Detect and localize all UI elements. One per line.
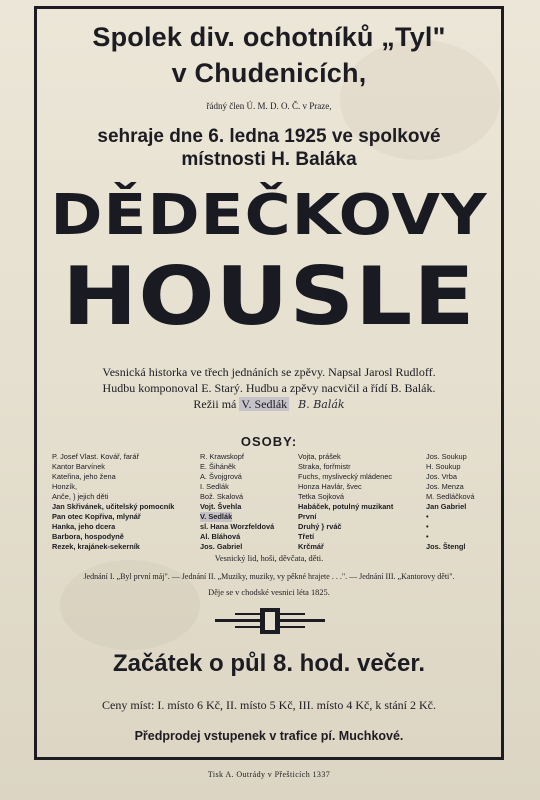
cast-actor: Vojt. Švehla [200,502,242,511]
cast-extras: Vesnický lid, hoši, děvčata, děti. [214,554,324,563]
director-prefix: Režii má [193,397,237,411]
cast-actor: Jos. Vrba [426,472,457,481]
society-location: v Chudenicích, [171,58,367,88]
cast-role: Krčmář [298,542,324,551]
director-line [34,396,504,413]
acts-list: Jednání I. „Byl první máj". — Jednání II. „Muziky, muziky, vy pěkné hrajete . . .". — Jednání III. „Kantorovy děti". [83,572,455,581]
cast-role: Tetka Sojková [298,492,345,501]
cast-actor: V. Sedlák [200,512,233,521]
cast-row [52,542,488,552]
start-time: Začátek o půl 8. hod. večer. [112,650,426,677]
cast-actor: E. Šiháněk [200,462,236,471]
cast-actor: Bož. Skalová [200,492,244,501]
cast-role: P. Josef Vlast. Kovář, farář [52,452,139,461]
cast-role: Kantor Barvínek [52,462,105,471]
cast-actor: • [426,512,429,521]
cast-row [52,472,488,482]
setting-note: Děje se v chodské vesnici léta 1825. [208,588,330,597]
cast-role: Kateřina, jeho žena [52,472,116,481]
cast-actor: I. Sedlák [200,482,229,491]
cast-actor: • [426,532,429,541]
ornament-divider [215,608,325,634]
ticket-prices: Ceny míst: I. místo 6 Kč, II. místo 5 Kč, III. místo 4 Kč, k stání 2 Kč. [102,698,436,712]
cast-actor: Jos. Štengl [426,542,466,551]
cast-heading: OSOBY: [240,434,298,449]
society-name: Spolek div. ochotníků „Tyl" [92,22,446,52]
cast-role: Vojta, prášek [298,452,341,461]
cast-actor: Jos. Soukup [426,452,467,461]
cast-row [52,512,488,522]
presale-note: Předprodej vstupenek v trafice pí. Muchkové. [134,729,404,743]
cast-row [52,492,488,502]
cast-actor: Jos. Gabriel [200,542,243,551]
play-description: Vesnická historka ve třech jednáních se zpěvy. Napsal Jarosl Rudloff. [102,365,436,379]
cast-role: Barbora, hospodyně [52,532,124,541]
director-name: V. Sedlák [241,397,288,411]
cast-row [52,452,488,462]
cast-row [52,522,488,532]
cast-role: Pan otec Kopřiva, mlynář [52,512,141,521]
cast-role: Fuchs, myslivecký mládenec [298,472,393,481]
cast-role: Straka, forřmistr [298,462,351,471]
play-title-line1: DĚDEČKOVY [50,183,488,248]
performance-venue: místnosti H. Baláka [181,149,357,170]
cast-role: Druhý } rváč [298,522,342,531]
cast-actor: Jan Gabriel [426,502,467,511]
cast-role: Jan Skřivánek, učitelský pomocník [52,502,175,511]
cast-role: Habáček, potulný muzikant [298,502,394,511]
ornament-center-cutout [265,612,275,630]
cast-actor: H. Soukup [426,462,461,471]
cast-actor: R. Krawskopf [200,452,244,461]
performance-date: sehraje dne 6. ledna 1925 ve spolkové [97,126,441,147]
cast-row [52,482,488,492]
cast-role: Honzík, [52,482,78,491]
cast-role: Anče, } jejich děti [52,492,109,501]
cast-row [52,502,488,512]
cast-role: Třetí [298,532,315,541]
cast-row [52,462,488,472]
cast-actor: M. Sedláčková [426,492,475,501]
cast-actor: Al. Bláhová [200,532,241,541]
handwritten-director: B. Balák [298,398,345,411]
membership-note: řádný člen Ú. M. D. O. Č. v Praze, [206,101,332,111]
cast-actor: • [426,522,429,531]
cast-role: Hanka, jeho dcera [52,522,116,531]
play-title-line2: HOUSLE [62,250,476,343]
cast-role: Rezek, krajánek-sekerník [52,542,140,551]
cast-actor: sl. Hana Worzfeldová [200,522,275,531]
cast-actor: Jos. Menza [426,482,464,491]
cast-role: Honza Havlár, švec [298,482,362,491]
music-credits: Hudbu komponoval E. Starý. Hudbu a zpěvy nacvičil a řídí B. Balák. [102,381,436,395]
cast-actor: A. Švojgrová [200,472,242,481]
cast-row [52,532,488,542]
printer-imprint: Tisk A. Outrády v Přešticích 1337 [207,770,331,779]
cast-role: První [298,512,317,521]
